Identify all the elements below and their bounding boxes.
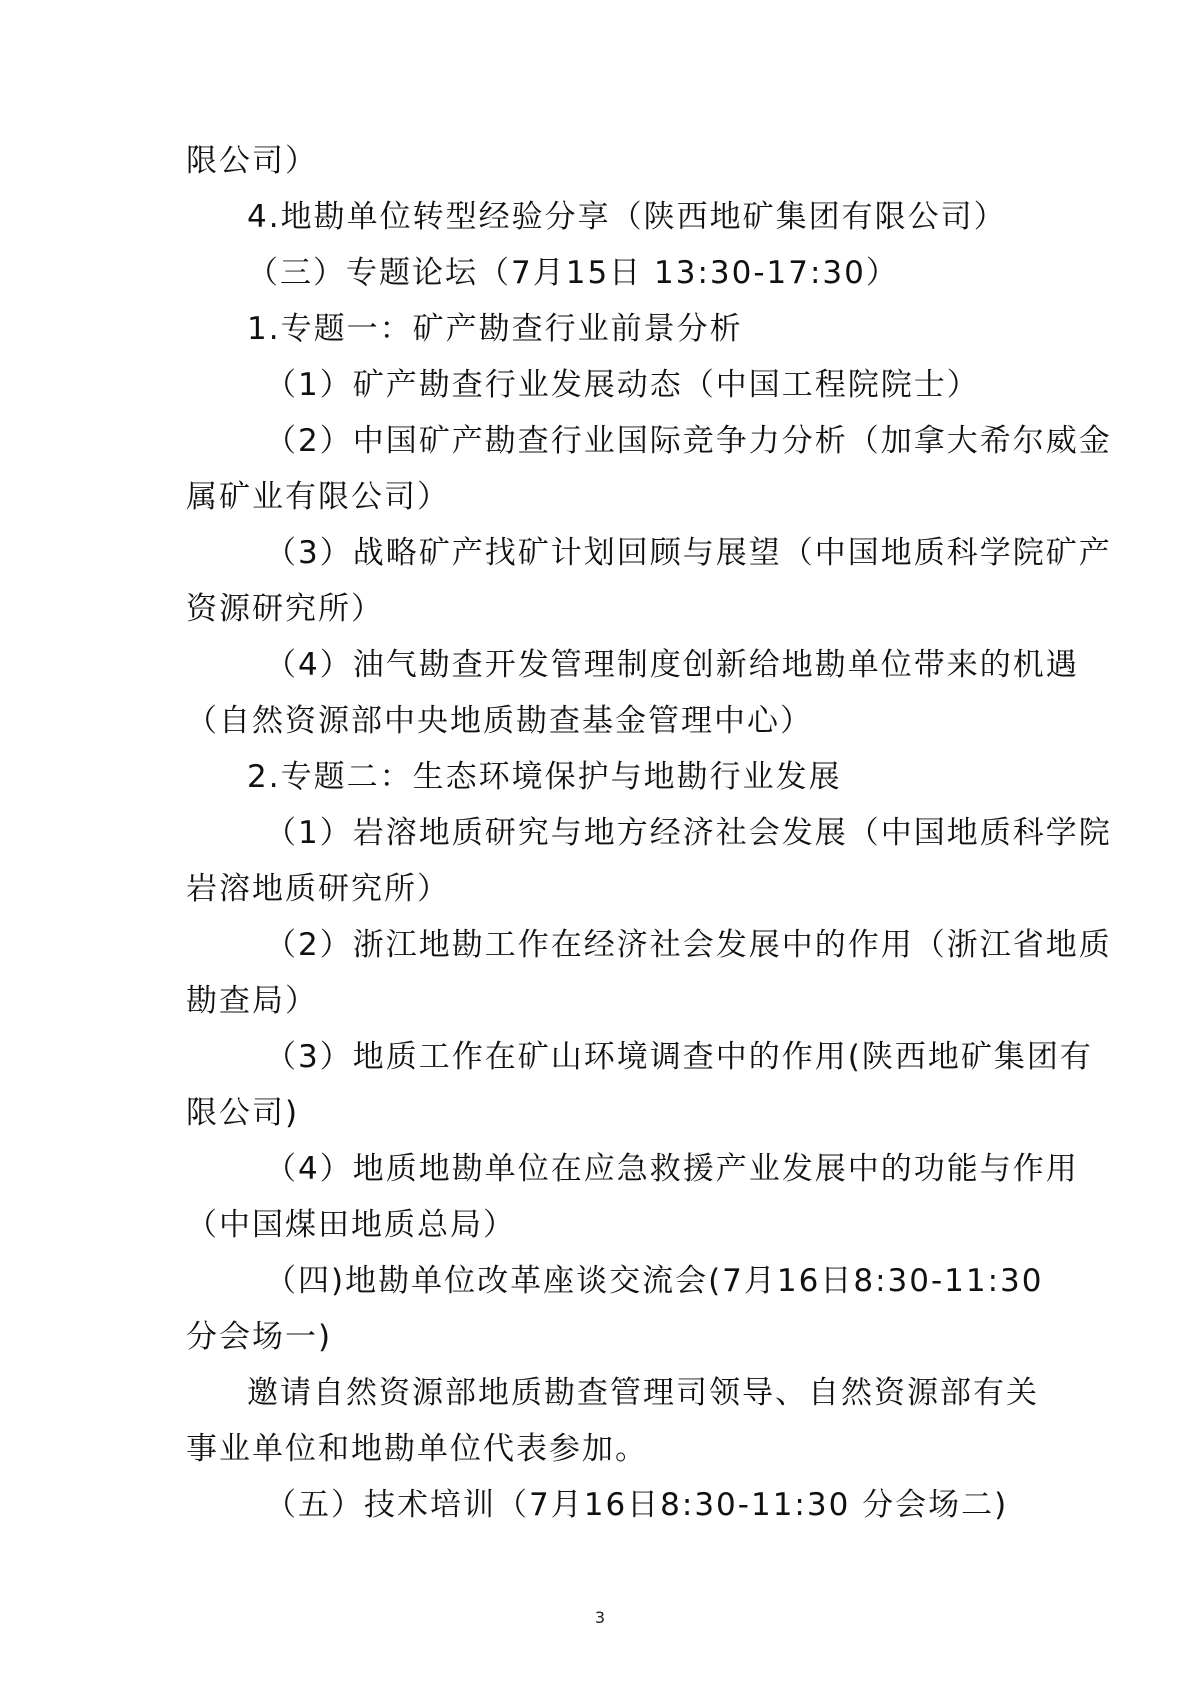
paragraph-line: 邀请自然资源部地质勘查管理司领导、自然资源部有关 bbox=[247, 1375, 1039, 1411]
text-line: 限公司） bbox=[186, 143, 318, 179]
text-line: 属矿业有限公司） bbox=[186, 479, 450, 515]
list-item: （1）岩溶地质研究与地方经济社会发展（中国地质科学院 bbox=[265, 815, 1112, 851]
page-number: 3 bbox=[594, 1608, 606, 1627]
list-item: （2）浙江地勘工作在经济社会发展中的作用（浙江省地质 bbox=[265, 927, 1112, 963]
list-item: （4）地质地勘单位在应急救援产业发展中的功能与作用 bbox=[265, 1151, 1079, 1187]
section-heading: （三）专题论坛（7月15日 13:30-17:30） bbox=[247, 255, 899, 291]
paragraph-line: 事业单位和地勘单位代表参加。 bbox=[186, 1431, 648, 1467]
list-item: （3）战略矿产找矿计划回顾与展望（中国地质科学院矿产 bbox=[265, 535, 1112, 571]
list-item: （3）地质工作在矿山环境调查中的作用(陕西地矿集团有 bbox=[265, 1039, 1093, 1075]
text-line: （自然资源部中央地质勘查基金管理中心） bbox=[186, 703, 813, 739]
subsection-heading: 2.专题二：生态环境保护与地勘行业发展 bbox=[247, 759, 842, 795]
text-line: 4.地勘单位转型经验分享（陕西地矿集团有限公司） bbox=[247, 199, 1007, 235]
text-line: 分会场一) bbox=[186, 1319, 333, 1355]
list-item: （1）矿产勘查行业发展动态（中国工程院院士） bbox=[265, 367, 980, 403]
list-item: （4）油气勘查开发管理制度创新给地勘单位带来的机遇 bbox=[265, 647, 1079, 683]
list-item: （2）中国矿产勘查行业国际竞争力分析（加拿大希尔威金 bbox=[265, 423, 1112, 459]
subsection-heading: 1.专题一：矿产勘查行业前景分析 bbox=[247, 311, 743, 347]
text-line: （中国煤田地质总局） bbox=[186, 1207, 516, 1243]
text-line: 限公司) bbox=[186, 1095, 300, 1131]
text-line: 岩溶地质研究所） bbox=[186, 871, 450, 907]
text-line: 勘查局） bbox=[186, 983, 318, 1019]
section-heading: （五）技术培训（7月16日8:30-11:30 分会场二) bbox=[265, 1487, 1009, 1523]
section-heading: （四)地勘单位改革座谈交流会(7月16日8:30-11:30 bbox=[265, 1263, 1044, 1299]
text-line: 资源研究所） bbox=[186, 591, 384, 627]
